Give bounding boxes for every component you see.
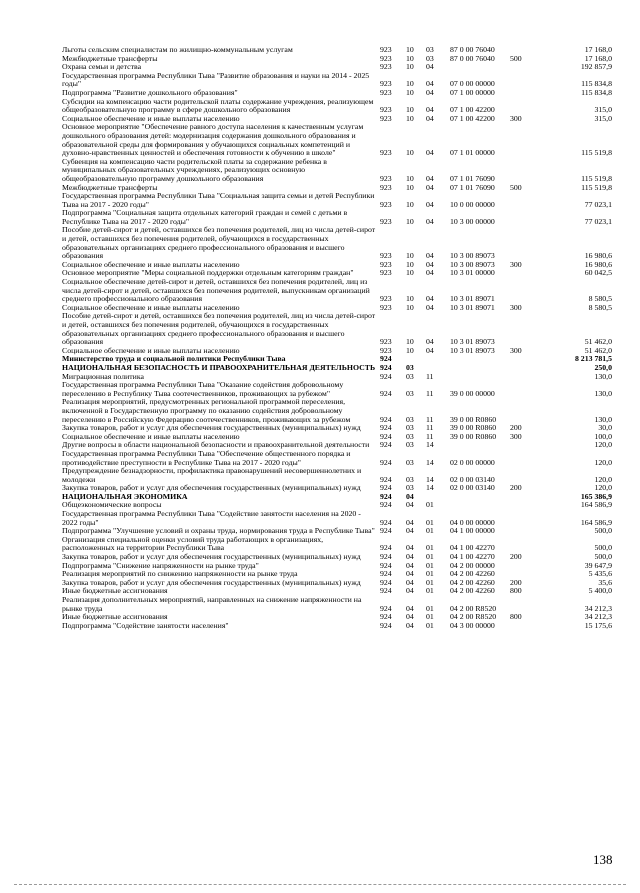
row-name: Охрана семьи и детства	[62, 62, 142, 72]
row-name: Закупка товаров, работ и услуг для обеспечения государственных (муниципальных) нужд	[62, 423, 361, 433]
row-amount: 115 834,8	[581, 79, 612, 89]
row-subsection-code: 01	[426, 620, 434, 630]
row-name: Государственная программа Республики Тыва "Содействие занятости населения на 2020 - 2022 годы"	[62, 509, 361, 527]
row-section-code: 10	[406, 251, 414, 261]
row-target-article-code: 10 3 01 00000	[450, 268, 495, 278]
table-row	[62, 278, 612, 304]
row-ministry-code: 924	[380, 491, 392, 501]
row-subsection-code: 01	[426, 500, 434, 510]
row-section-code: 10	[406, 216, 414, 226]
row-target-article-code: 10 3 01 89073	[450, 337, 495, 347]
row-subsection-code: 04	[426, 113, 434, 123]
row-section-code: 04	[406, 577, 414, 587]
row-subsection-code: 04	[426, 259, 434, 269]
row-expense-type-code: 500	[510, 182, 522, 192]
table-row	[62, 55, 612, 64]
row-ministry-code: 924	[380, 586, 392, 596]
row-name: Реализация мероприятий по снижению напряженности на рынке труда	[62, 569, 298, 579]
row-expense-type-code: 300	[510, 259, 522, 269]
row-subsection-code: 04	[426, 302, 434, 312]
row-amount: 39 647,9	[584, 560, 612, 570]
row-ministry-code: 923	[380, 87, 392, 97]
row-target-article-code: 07 0 00 00000	[450, 79, 495, 89]
row-amount: 51 462,0	[584, 337, 612, 347]
row-name: Социальное обеспечение детей-сирот и детей, оставшихся без попечения родителей, лиц из числа детей-сирот и детей, оставшихся без попечения родителей, выпускникам организаций среднего профессионального образования	[62, 277, 370, 304]
row-section-code: 10	[406, 45, 414, 54]
row-subsection-code: 14	[426, 457, 434, 467]
table-row	[62, 450, 612, 467]
row-name: Закупка товаров, работ и услуг для обеспечения государственных (муниципальных) нужд	[62, 552, 361, 562]
row-section-code: 03	[406, 440, 414, 450]
row-name: Организация специальной оценки условий труда работающих в организациях, расположенных на территории Республики Тыва	[62, 534, 324, 553]
row-ministry-code: 924	[380, 543, 392, 553]
row-subsection-code: 11	[426, 371, 434, 381]
row-amount: 165 386,9	[580, 491, 612, 501]
row-name: Социальное обеспечение и иные выплаты населению	[62, 302, 240, 312]
row-expense-type-code: 300	[510, 302, 522, 312]
row-target-article-code: 04 2 00 00000	[450, 560, 495, 570]
row-subsection-code: 11	[426, 431, 434, 441]
row-subsection-code: 04	[426, 216, 434, 226]
row-expense-type-code: 200	[510, 483, 522, 493]
row-section-code: 03	[406, 414, 414, 424]
row-target-article-code: 04 2 00 42260	[450, 586, 495, 596]
row-ministry-code: 924	[380, 474, 392, 484]
row-section-code: 10	[406, 182, 414, 192]
row-ministry-code: 923	[380, 53, 392, 63]
row-ministry-code: 923	[380, 148, 392, 158]
row-target-article-code: 07 1 00 42200	[450, 113, 495, 123]
row-target-article-code: 10 3 01 89073	[450, 345, 495, 355]
row-amount: 192 857,9	[580, 62, 612, 72]
table-row	[62, 622, 612, 631]
row-target-article-code: 39 0 00 R0860	[450, 431, 497, 441]
row-amount: 130,0	[594, 414, 612, 424]
page-number: 138	[593, 852, 613, 867]
row-subsection-code: 11	[426, 388, 434, 398]
row-subsection-code: 01	[426, 543, 434, 553]
row-name: Министерство труда и социальной политики Республики Тыва	[62, 354, 286, 364]
table-row	[62, 209, 612, 226]
row-section-code: 04	[406, 586, 414, 596]
table-row	[62, 123, 612, 157]
row-ministry-code: 923	[380, 337, 392, 347]
row-subsection-code: 04	[426, 182, 434, 192]
row-expense-type-code: 300	[510, 345, 522, 355]
row-amount: 500,0	[594, 552, 612, 562]
row-name: Социальное обеспечение и иные выплаты населению	[62, 431, 240, 441]
row-target-article-code: 87 0 00 76040	[450, 53, 495, 63]
row-name: Иные бюджетные ассигнования	[62, 612, 168, 622]
row-subsection-code: 03	[426, 53, 434, 63]
row-section-code: 04	[406, 560, 414, 570]
row-ministry-code: 923	[380, 105, 392, 115]
row-ministry-code: 924	[380, 431, 392, 441]
row-subsection-code: 14	[426, 440, 434, 450]
row-ministry-code: 923	[380, 79, 392, 89]
row-section-code: 03	[406, 371, 414, 381]
row-ministry-code: 923	[380, 251, 392, 261]
row-ministry-code: 924	[380, 500, 392, 510]
row-amount: 8 580,5	[588, 302, 612, 312]
row-ministry-code: 924	[380, 577, 392, 587]
row-amount: 100,0	[594, 431, 612, 441]
row-name: Подпрограмма "Развитие дошкольного образования"	[62, 87, 238, 97]
row-section-code: 10	[406, 345, 414, 355]
row-ministry-code: 924	[380, 362, 392, 372]
row-amount: 34 212,3	[584, 612, 612, 622]
row-subsection-code: 04	[426, 199, 434, 209]
row-amount: 250,0	[594, 362, 612, 372]
row-expense-type-code: 200	[510, 552, 522, 562]
row-subsection-code: 14	[426, 483, 434, 493]
row-subsection-code: 14	[426, 474, 434, 484]
row-ministry-code: 923	[380, 216, 392, 226]
row-amount: 120,0	[594, 474, 612, 484]
row-target-article-code: 10 0 00 00000	[450, 199, 495, 209]
row-ministry-code: 924	[380, 371, 392, 381]
row-subsection-code: 11	[426, 423, 434, 433]
row-subsection-code: 01	[426, 569, 434, 579]
row-target-article-code: 07 1 01 00000	[450, 148, 495, 158]
row-name: Другие вопросы в области национальной безопасности и правоохранительной деятельности	[62, 440, 370, 450]
row-section-code: 03	[406, 483, 414, 493]
row-name: Основное мероприятие "Обеспечение равного доступа населения к качественным услугам дошкольного образования детей: модернизация содержания дошкольного образования и образовательной среды для формирования у обучающихся социальных компетенций и духовно-нравственных ценностей и обеспечения готовности к обучению в школе"	[62, 122, 364, 158]
row-section-code: 10	[406, 294, 414, 304]
row-expense-type-code: 300	[510, 431, 522, 441]
row-subsection-code: 04	[426, 148, 434, 158]
row-name: НАЦИОНАЛЬНАЯ ЭКОНОМИКА	[62, 491, 188, 501]
row-name: Социальное обеспечение и иные выплаты населению	[62, 259, 240, 269]
row-target-article-code: 39 0 00 00000	[450, 388, 495, 398]
row-expense-type-code: 200	[510, 577, 522, 587]
row-target-article-code: 10 3 00 89073	[450, 259, 495, 269]
row-ministry-code: 924	[380, 483, 392, 493]
row-amount: 16 980,6	[584, 259, 612, 269]
row-subsection-code: 04	[426, 79, 434, 89]
row-ministry-code: 924	[380, 552, 392, 562]
row-subsection-code: 01	[426, 517, 434, 527]
table-row	[62, 364, 612, 373]
table-row	[62, 398, 612, 424]
row-ministry-code: 924	[380, 457, 392, 467]
row-name: Государственная программа Республики Тыва "Развитие образования и науки на 2014 - 2025 годы"	[62, 70, 370, 89]
row-section-code: 10	[406, 173, 414, 183]
row-name: Реализация мероприятий, предусмотренных региональной программой переселения, включенной в Государственную программу по оказанию содействия добровольному переселению в Российскую Федерацию соотечественников, проживающих за рубежом	[62, 397, 351, 424]
row-section-code: 04	[406, 552, 414, 562]
row-section-code: 10	[406, 199, 414, 209]
row-subsection-code: 04	[426, 345, 434, 355]
row-ministry-code: 923	[380, 302, 392, 312]
row-ministry-code: 924	[380, 354, 392, 364]
row-ministry-code: 924	[380, 612, 392, 622]
row-target-article-code: 07 1 01 76090	[450, 182, 495, 192]
row-name: Иные бюджетные ассигнования	[62, 586, 168, 596]
row-subsection-code: 04	[426, 268, 434, 278]
row-name: Пособие детей-сирот и детей, оставшихся без попечения родителей, лиц из числа детей-сирот и детей, оставшихся без попечения родителей, обучающихся в государственных образовательных организациях среднего профессионального образования и высшего образования	[62, 225, 376, 261]
row-section-code: 10	[406, 62, 414, 72]
row-target-article-code: 10 3 00 89073	[450, 251, 495, 261]
row-ministry-code: 924	[380, 423, 392, 433]
row-target-article-code: 07 1 00 42200	[450, 105, 495, 115]
row-target-article-code: 04 2 00 42260	[450, 569, 495, 579]
row-name: Льготы сельским специалистам по жилищно-коммунальным услугам	[62, 45, 293, 54]
table-row	[62, 192, 612, 209]
row-amount: 8 213 781,5	[574, 354, 612, 364]
budget-table	[62, 46, 612, 630]
row-section-code: 10	[406, 87, 414, 97]
row-amount: 164 586,9	[580, 517, 612, 527]
row-name: Подпрограмма "Содействие занятости населения"	[62, 620, 229, 630]
row-subsection-code: 03	[426, 45, 434, 54]
row-target-article-code: 10 3 01 89071	[450, 294, 495, 304]
row-name: Подпрограмма "Улучшение условий и охраны труда, нормирования труда в Республике Тыва"	[62, 526, 375, 536]
row-subsection-code: 04	[426, 251, 434, 261]
row-name: Социальное обеспечение и иные выплаты населению	[62, 113, 240, 123]
row-section-code: 03	[406, 388, 414, 398]
table-row	[62, 312, 612, 346]
row-amount: 5 435,6	[588, 569, 612, 579]
row-section-code: 04	[406, 620, 414, 630]
row-ministry-code: 924	[380, 440, 392, 450]
row-subsection-code: 01	[426, 612, 434, 622]
row-target-article-code: 39 0 00 R0860	[450, 414, 497, 424]
row-ministry-code: 923	[380, 259, 392, 269]
row-subsection-code: 01	[426, 586, 434, 596]
row-target-article-code: 87 0 00 76040	[450, 45, 495, 54]
row-section-code: 04	[406, 526, 414, 536]
row-amount: 164 586,9	[580, 500, 612, 510]
row-ministry-code: 924	[380, 620, 392, 630]
row-ministry-code: 924	[380, 603, 392, 613]
row-amount: 8 580,5	[588, 294, 612, 304]
row-target-article-code: 04 1 00 42270	[450, 543, 495, 553]
table-row	[62, 467, 612, 484]
row-amount: 130,0	[594, 371, 612, 381]
row-target-article-code: 02 0 00 03140	[450, 474, 495, 484]
table-row	[62, 98, 612, 115]
row-amount: 34 212,3	[584, 603, 612, 613]
row-ministry-code: 923	[380, 113, 392, 123]
row-amount: 120,0	[594, 483, 612, 493]
row-expense-type-code: 800	[510, 612, 522, 622]
table-row	[62, 596, 612, 613]
row-subsection-code: 01	[426, 577, 434, 587]
row-amount: 115 519,8	[581, 173, 612, 183]
row-amount: 51 462,0	[584, 345, 612, 355]
row-section-code: 03	[406, 457, 414, 467]
row-section-code: 10	[406, 268, 414, 278]
row-section-code: 04	[406, 517, 414, 527]
row-name: Закупка товаров, работ и услуг для обеспечения государственных (муниципальных) нужд	[62, 577, 361, 587]
row-ministry-code: 923	[380, 345, 392, 355]
table-row	[62, 158, 612, 184]
row-target-article-code: 07 1 00 00000	[450, 87, 495, 97]
row-expense-type-code: 300	[510, 113, 522, 123]
row-name: Государственная программа Республики Тыва "Оказание содействия добровольному переселению в Республику Тыва соотечественников, проживающих за рубежом"	[62, 380, 344, 398]
row-name: Государственная программа Республики Тыва "Социальная защита семьи и детей Республики Тыва на 2017 - 2020 годы"	[62, 191, 375, 209]
row-target-article-code: 02 0 00 00000	[450, 457, 495, 467]
row-name: Социальное обеспечение и иные выплаты населению	[62, 345, 240, 355]
row-target-article-code: 04 2 00 R8520	[450, 612, 497, 622]
row-subsection-code: 01	[426, 560, 434, 570]
row-section-code: 10	[406, 53, 414, 63]
row-amount: 35,6	[598, 577, 612, 587]
row-name: Подпрограмма "Снижение напряженности на рынке труда"	[62, 560, 259, 570]
row-amount: 315,0	[594, 113, 612, 123]
row-target-article-code: 04 1 00 42270	[450, 552, 495, 562]
row-name: Межбюджетные трансферты	[62, 182, 158, 192]
row-amount: 5 400,0	[588, 586, 612, 596]
table-row	[62, 510, 612, 527]
row-section-code: 04	[406, 500, 414, 510]
row-ministry-code: 923	[380, 45, 392, 54]
row-ministry-code: 924	[380, 414, 392, 424]
row-name: Пособие детей-сирот и детей, оставшихся без попечения родителей, лиц из числа детей-сирот и детей, оставшихся без попечения родителей, обучающихся в государственных образовательных организациях среднего профессионального образования и высшего образования	[62, 311, 376, 347]
row-section-code: 10	[406, 259, 414, 269]
row-name: Закупка товаров, работ и услуг для обеспечения государственных (муниципальных) нужд	[62, 483, 361, 493]
table-row	[62, 381, 612, 398]
row-target-article-code: 02 0 00 03140	[450, 483, 495, 493]
row-section-code: 10	[406, 148, 414, 158]
row-amount: 315,0	[594, 105, 612, 115]
row-section-code: 03	[406, 474, 414, 484]
row-target-article-code: 10 3 01 89071	[450, 302, 495, 312]
row-target-article-code: 04 2 00 R8520	[450, 603, 497, 613]
row-amount: 500,0	[594, 543, 612, 553]
row-subsection-code: 04	[426, 87, 434, 97]
table-row	[62, 536, 612, 553]
row-section-code: 03	[406, 431, 414, 441]
row-amount: 77 023,1	[584, 216, 612, 226]
row-section-code: 04	[406, 491, 414, 501]
row-amount: 120,0	[594, 457, 612, 467]
row-name: Подпрограмма "Социальная защита отдельных категорий граждан и семей с детьми в Республике Тыва на 2017 - 2020 годы"	[62, 208, 348, 226]
row-amount: 30,0	[598, 423, 612, 433]
row-section-code: 04	[406, 612, 414, 622]
row-amount: 130,0	[594, 388, 612, 398]
row-amount: 120,0	[594, 440, 612, 450]
row-section-code: 03	[406, 423, 414, 433]
row-amount: 500,0	[594, 526, 612, 536]
row-target-article-code: 04 2 00 42260	[450, 577, 495, 587]
row-amount: 77 023,1	[584, 199, 612, 209]
row-expense-type-code: 800	[510, 586, 522, 596]
row-section-code: 10	[406, 113, 414, 123]
row-ministry-code: 924	[380, 517, 392, 527]
row-expense-type-code: 200	[510, 423, 522, 433]
row-section-code: 10	[406, 302, 414, 312]
row-amount: 16 980,6	[584, 251, 612, 261]
row-amount: 115 519,8	[581, 182, 612, 192]
row-expense-type-code: 500	[510, 53, 522, 63]
footer-divider	[14, 884, 626, 885]
row-section-code: 04	[406, 569, 414, 579]
row-ministry-code: 924	[380, 569, 392, 579]
row-ministry-code: 923	[380, 294, 392, 304]
row-subsection-code: 04	[426, 105, 434, 115]
row-subsection-code: 01	[426, 603, 434, 613]
row-name: Субсидии на компенсацию части родительской платы содержание учреждения, реализующем общеобразовательную программу в сфере дошкольного образования	[62, 96, 374, 115]
row-name: Миграционная политика	[62, 371, 144, 381]
row-target-article-code: 04 3 00 00000	[450, 620, 495, 630]
row-section-code: 03	[406, 362, 414, 372]
table-row	[62, 72, 612, 89]
row-amount: 17 168,0	[584, 53, 612, 63]
row-subsection-code: 11	[426, 414, 434, 424]
row-amount: 115 519,8	[581, 148, 612, 158]
row-target-article-code: 07 1 01 76090	[450, 173, 495, 183]
table-row	[62, 226, 612, 260]
row-target-article-code: 04 0 00 00000	[450, 517, 495, 527]
row-section-code: 04	[406, 543, 414, 553]
row-amount: 17 168,0	[584, 45, 612, 54]
row-ministry-code: 923	[380, 268, 392, 278]
row-ministry-code: 923	[380, 182, 392, 192]
row-name: Субвенция на компенсацию части родительской платы за содержание ребенка в муниципальных образовательных учреждениях, реализующих основную общеобразовательную программу дошкольного образования	[62, 156, 327, 183]
row-amount: 60 042,5	[584, 268, 612, 278]
row-name: Общеэкономические вопросы	[62, 500, 162, 510]
row-ministry-code: 924	[380, 526, 392, 536]
row-target-article-code: 39 0 00 R0860	[450, 423, 497, 433]
row-name: Реализация дополнительных мероприятий, направленных на снижение напряженности на рынке труда	[62, 595, 362, 613]
row-amount: 15 175,6	[584, 620, 612, 630]
row-ministry-code: 923	[380, 199, 392, 209]
row-subsection-code: 04	[426, 294, 434, 304]
row-subsection-code: 04	[426, 337, 434, 347]
row-section-code: 10	[406, 105, 414, 115]
row-target-article-code: 10 3 00 00000	[450, 216, 495, 226]
row-name: Предупреждение безнадзорности, профилактика правонарушений несовершеннолетних и молодежи	[62, 466, 362, 484]
row-subsection-code: 01	[426, 552, 434, 562]
row-subsection-code: 01	[426, 526, 434, 536]
row-section-code: 04	[406, 603, 414, 613]
row-ministry-code: 923	[380, 173, 392, 183]
row-name: НАЦИОНАЛЬНАЯ БЕЗОПАСНОСТЬ И ПРАВООХРАНИТЕЛЬНАЯ ДЕЯТЕЛЬНОСТЬ	[62, 362, 376, 372]
row-subsection-code: 04	[426, 173, 434, 183]
row-name: Основное мероприятие "Меры социальной поддержки отдельным категориям граждан"	[62, 268, 354, 278]
row-name: Государственная программа Республики Тыва "Обеспечение общественного порядка и противодействие преступности в Республике Тыва на 2017 - 2020 годы"	[62, 448, 351, 467]
row-amount: 115 834,8	[581, 87, 612, 97]
row-name: Межбюджетные трансферты	[62, 53, 158, 63]
row-section-code: 10	[406, 337, 414, 347]
row-ministry-code: 924	[380, 560, 392, 570]
row-ministry-code: 924	[380, 388, 392, 398]
row-target-article-code: 04 1 00 00000	[450, 526, 495, 536]
row-ministry-code: 923	[380, 62, 392, 72]
row-section-code: 10	[406, 79, 414, 89]
row-subsection-code: 04	[426, 62, 434, 72]
